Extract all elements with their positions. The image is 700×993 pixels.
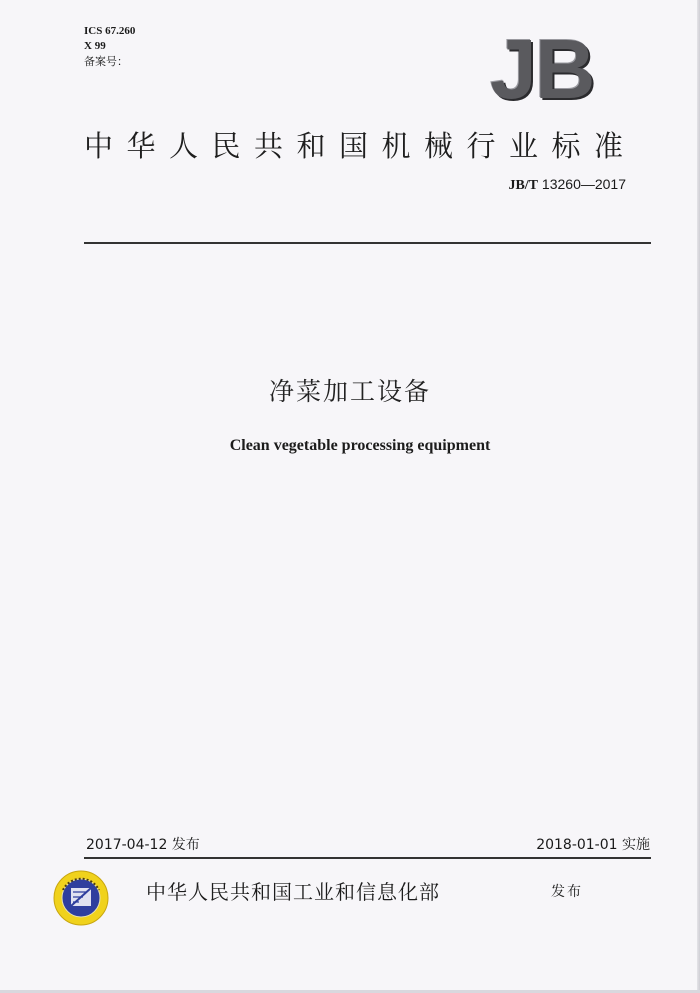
publisher-name: 中华人民共和国工业和信息化部 <box>146 880 440 904</box>
release-date: 2017-04-12 发布 <box>86 837 200 853</box>
jb-logo: JB <box>490 22 594 116</box>
ics-code: ICS 67.260 <box>84 25 136 37</box>
ministry-seal-icon <box>53 870 109 926</box>
standard-code-prefix: JB/T <box>508 178 539 193</box>
classification-block <box>84 24 135 69</box>
filing-number-label: 备案号： <box>84 55 128 68</box>
document-title-en: Clean vegetable processing equipment <box>229 437 491 454</box>
category-code: X 99 <box>84 40 106 52</box>
publish-label: 发布 <box>551 884 583 900</box>
top-divider <box>84 242 651 244</box>
standard-title: 中华人民共和国机械行业标准 <box>84 129 637 163</box>
document-title-cn: 净菜加工设备 <box>268 377 431 406</box>
bottom-divider <box>84 857 651 859</box>
effective-date: 2018-01-01 实施 <box>536 837 650 853</box>
standard-code-number: 13260—2017 <box>541 176 626 192</box>
standard-code <box>466 176 626 194</box>
